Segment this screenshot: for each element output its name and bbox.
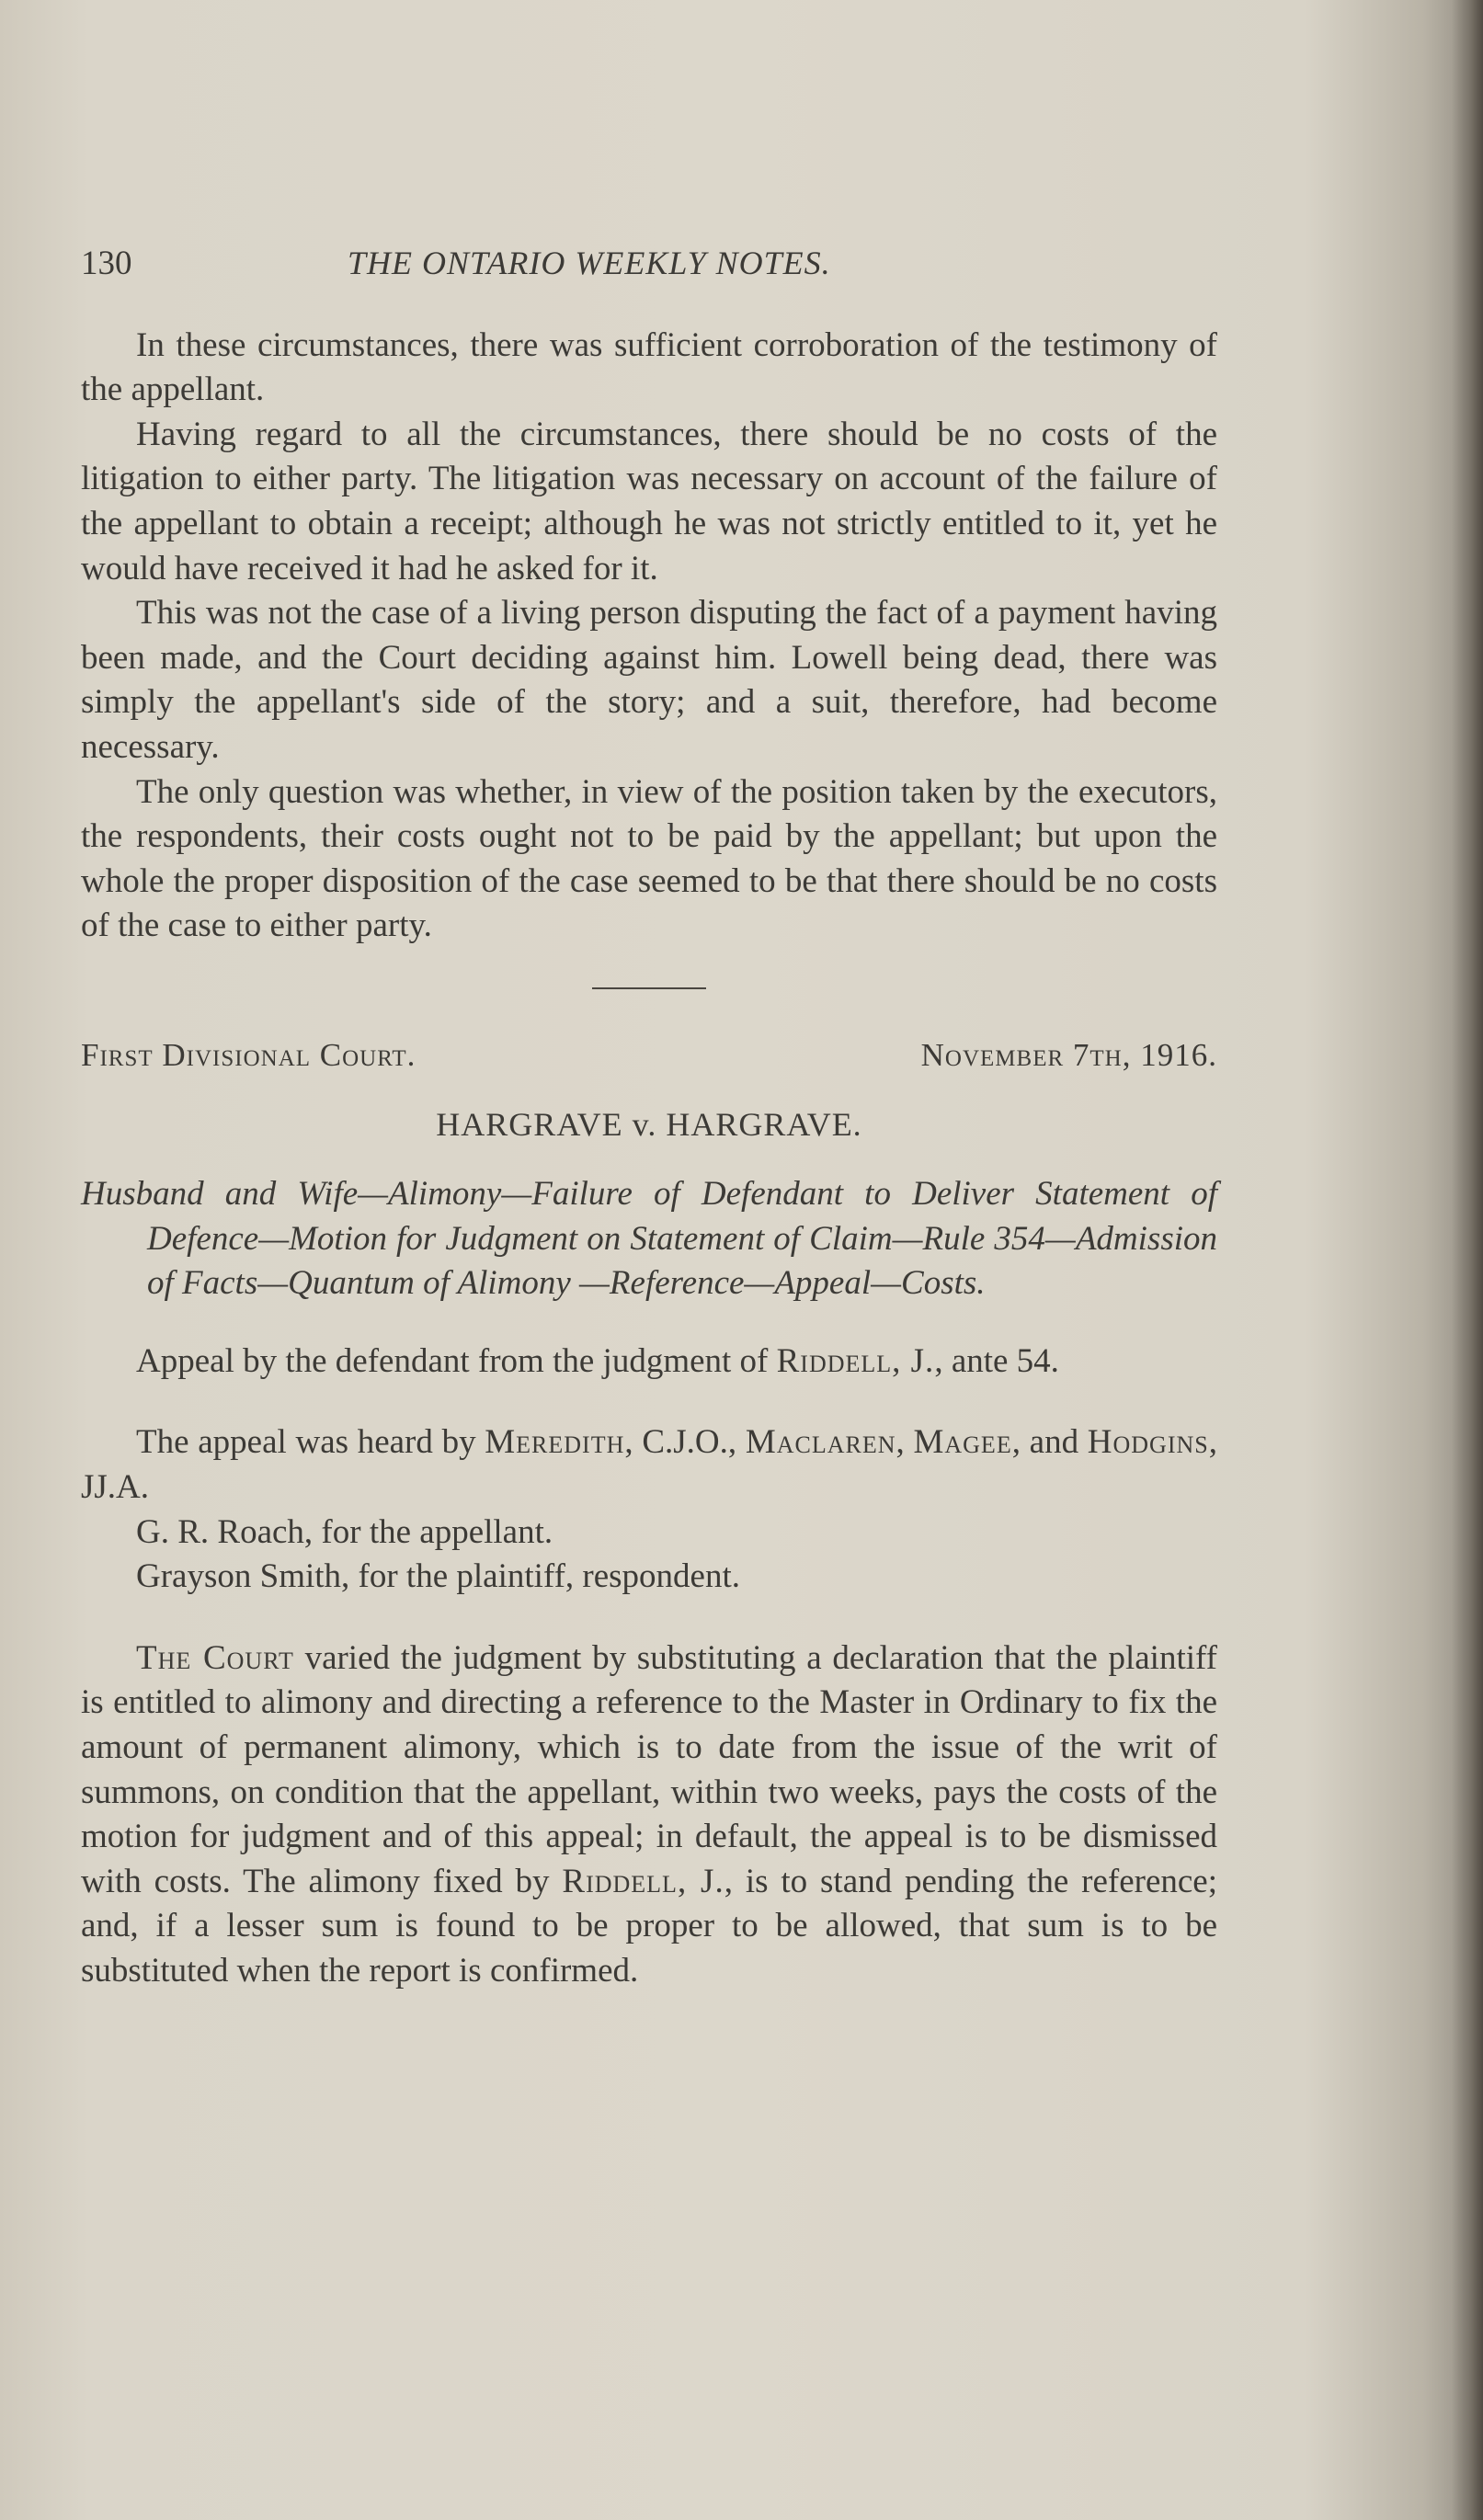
appeal-paragraph (81, 1340, 1217, 1385)
court-name: First Divisional Court. (81, 1036, 416, 1073)
judge-name: Riddell, J. (562, 1862, 724, 1900)
separator: , (896, 1423, 914, 1462)
counsel-line: Grayson Smith, for the plaintiff, respondent. (136, 1557, 740, 1596)
case-title: HARGRAVE v. HARGRAVE. (436, 1105, 862, 1143)
separator: , and (1011, 1423, 1088, 1462)
headnote: Husband and Wife—Alimony—Failure of Defendant to Deliver Statement of Defence—Motion for Judgment on Statement of Claim—Rule 354—Admission of Facts—Quantum of Alimony —Reference—Appeal—Costs. (81, 1175, 1217, 1303)
spacer (81, 1600, 1217, 1636)
paragraph: The only question was whether, in view of the position taken by the executors, the respondents, their costs ought not to be paid by the appellant; but upon the whole the proper disposition of the case seemed to be that there should be no costs of the case to either party. (81, 772, 1217, 945)
counsel-line: G. R. Roach, for the appellant. (136, 1512, 553, 1551)
judge-name: Riddell, J. (776, 1341, 935, 1380)
judgment-text: varied the judgment by substituting a declaration that the plaintiff is entitled to alimony and directing a reference to the Master in Ordinary to fix the amount of permanent alimony, which is to date from the issue of the writ of summons, on condition that the appellant, within two weeks, pays the costs of the motion for judgment and of this appeal; in default, the appeal is to be dismissed with costs. The alimony fixed by (81, 1638, 1217, 1900)
paragraph: Having regard to all the circumstances, there should be no costs of the litigation to either party. The litigation was necessary on account of the failure of the appellant to obtain a receipt; although he was not strictly entitled to it, yet he would have received it had he asked for it. (81, 415, 1217, 587)
judge-name: Hodgins (1087, 1423, 1209, 1462)
judge-name: Maclaren (745, 1423, 896, 1462)
paragraph: In these circumstances, there was sufficient corroboration of the testimony of the appellant. (81, 325, 1217, 409)
heard-text-after: , JJ.A. (81, 1423, 1217, 1507)
separator: , C.J.O., (624, 1423, 746, 1462)
judge-name: Magee (913, 1423, 1012, 1462)
page-number: 130 (81, 245, 132, 282)
decision-date: November 7th, 1916. (920, 1036, 1217, 1073)
appeal-text: Appeal by the defendant from the judgment of (136, 1341, 777, 1380)
running-head (81, 241, 1217, 287)
spacer (81, 1384, 1217, 1420)
page-content (81, 241, 1217, 1994)
appeal-text-after: , ante 54. (934, 1341, 1059, 1380)
heard-text: The appeal was heard by (136, 1423, 485, 1462)
paragraph: This was not the case of a living person disputing the fact of a payment having been made, and the Court deciding against him. Lowell being dead, there was simply the appellant's side of the story; and a suit, therefore, had become necessary. (81, 594, 1217, 766)
judgment-paragraph (81, 1636, 1217, 1994)
heard-paragraph (81, 1420, 1217, 1510)
page-edge-shadow (1452, 0, 1483, 2520)
court-date-line (81, 1033, 1217, 1078)
judgment-text-after: , is to stand pending the reference; and, if a lesser sum is found to be proper to be allowed, that sum is to be substituted when the report is confirmed. (81, 1862, 1218, 1990)
court-label: The Court (136, 1638, 294, 1677)
section-divider (592, 987, 706, 989)
journal-title: THE ONTARIO WEEKLY NOTES. (348, 245, 831, 281)
judge-name: Meredith (485, 1423, 625, 1462)
